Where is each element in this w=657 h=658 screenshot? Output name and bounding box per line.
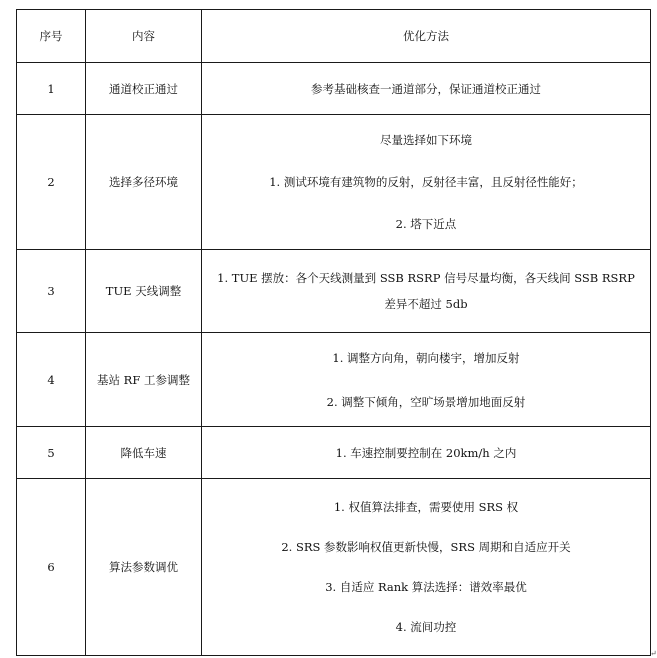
method-line: 2. 塔下近点 [395, 217, 457, 231]
row-content: TUE 天线调整 [86, 250, 202, 333]
row-index: 1 [17, 63, 86, 115]
header-row [17, 10, 651, 63]
row-method [202, 427, 651, 479]
row-index: 6 [17, 479, 86, 656]
method-line: 2. 调整下倾角，空旷场景增加地面反射 [326, 394, 526, 409]
row-content: 降低车速 [86, 427, 202, 479]
method-line: 1. 车速控制要控制在 20km/h 之内 [335, 445, 517, 460]
table-row [17, 427, 651, 479]
row-method [202, 333, 651, 427]
row-method [202, 115, 651, 250]
row-index: 5 [17, 427, 86, 479]
row-content: 基站 RF 工参调整 [86, 333, 202, 427]
method-line: 3. 自适应 Rank 算法选择：谱效率最优 [325, 580, 527, 594]
table-row [17, 115, 651, 250]
header-method: 优化方法 [202, 10, 651, 63]
header-index: 序号 [17, 10, 86, 63]
table-row [17, 333, 651, 427]
method-line: 4. 流间功控 [395, 620, 457, 634]
table-row [17, 479, 651, 656]
method-line: 2. SRS 参数影响权值更新快慢，SRS 周期和自适应开关 [281, 540, 571, 554]
method-line: 1. 测试环境有建筑物的反射，反射径丰富，且反射径性能好； [269, 175, 583, 189]
method-line: 1. 调整方向角，朝向楼宇，增加反射 [332, 350, 520, 365]
header-content: 内容 [86, 10, 202, 63]
row-method [202, 250, 651, 333]
paragraph-mark: ↵ [650, 649, 657, 658]
row-index: 4 [17, 333, 86, 427]
row-method [202, 479, 651, 656]
row-index: 3 [17, 250, 86, 333]
row-content: 算法参数调优 [86, 479, 202, 656]
optimization-table [16, 9, 651, 656]
table-row [17, 250, 651, 333]
table-row [17, 63, 651, 115]
method-line: 参考基础核查一通道部分，保证通道校正通过 [311, 81, 541, 96]
row-content: 选择多径环境 [86, 115, 202, 250]
row-index: 2 [17, 115, 86, 250]
method-line: 尽量选择如下环境 [380, 133, 472, 147]
row-method [202, 63, 651, 115]
method-line: 1. 权值算法排查，需要使用 SRS 权 [333, 500, 519, 514]
method-line: 1. TUE 摆放：各个天线测量到 SSB RSRP 信号尽量均衡，各天线间 SSB RSRP 差异不超过 5db [217, 271, 635, 311]
row-content: 通道校正通过 [86, 63, 202, 115]
